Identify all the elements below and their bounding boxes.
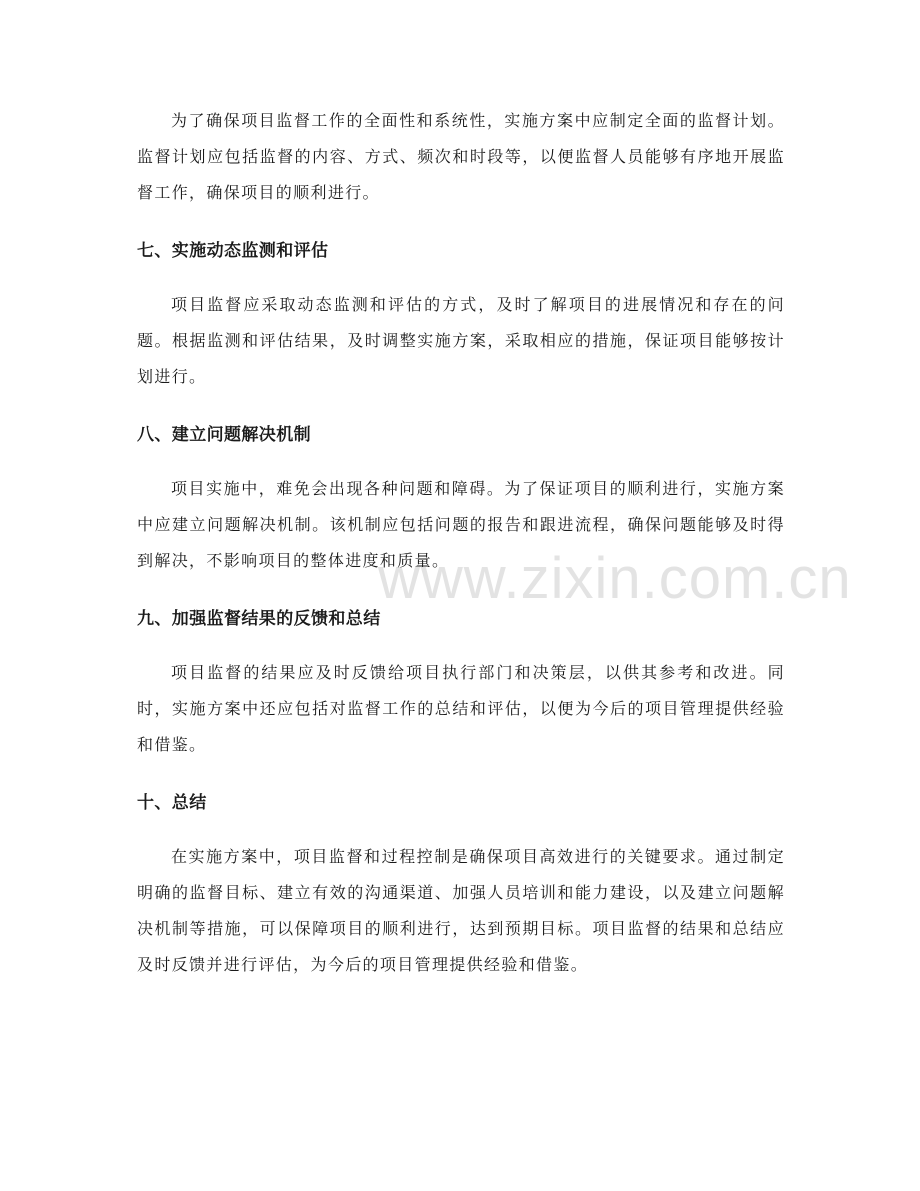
heading-section-7: 七、实施动态监测和评估 — [137, 241, 329, 261]
paragraph-section-8: 项目实施中，难免会出现各种问题和障碍。为了保证项目的顺利进行，实施方案中应建立问题解决机制。该机制应包括问题的报告和跟进流程，确保问题能够及时得到解决，不影响项目的整体进度和质量。 — [137, 479, 785, 570]
heading-section-8: 八、建立问题解决机制 — [137, 425, 311, 445]
document-body — [137, 103, 785, 983]
paragraph-section-9: 项目监督的结果应及时反馈给项目执行部门和决策层，以供其参考和改进。同时，实施方案中还应包括对监督工作的总结和评估，以便为今后的项目管理提供经验和借鉴。 — [137, 663, 785, 754]
watermark: www.zixin.com.cn — [378, 546, 852, 611]
heading-section-10: 十、总结 — [137, 793, 207, 813]
paragraph-monitoring-plan: 为了确保项目监督工作的全面性和系统性，实施方案中应制定全面的监督计划。监督计划应包括监督的内容、方式、频次和时段等，以便监督人员能够有序地开展监督工作，确保项目的顺利进行。 — [137, 111, 785, 202]
paragraph-section-10: 在实施方案中，项目监督和过程控制是确保项目高效进行的关键要求。通过制定明确的监督目标、建立有效的沟通渠道、加强人员培训和能力建设，以及建立问题解决机制等措施，可以保障项目的顺利进行，达到预期目标。项目监督的结果和总结应及时反馈并进行评估，为今后的项目管理提供经验和借鉴。 — [137, 847, 785, 974]
paragraph-section-7: 项目监督应采取动态监测和评估的方式，及时了解项目的进展情况和存在的问题。根据监测和评估结果，及时调整实施方案，采取相应的措施，保证项目能够按计划进行。 — [137, 295, 785, 386]
heading-section-9: 九、加强监督结果的反馈和总结 — [137, 609, 381, 629]
